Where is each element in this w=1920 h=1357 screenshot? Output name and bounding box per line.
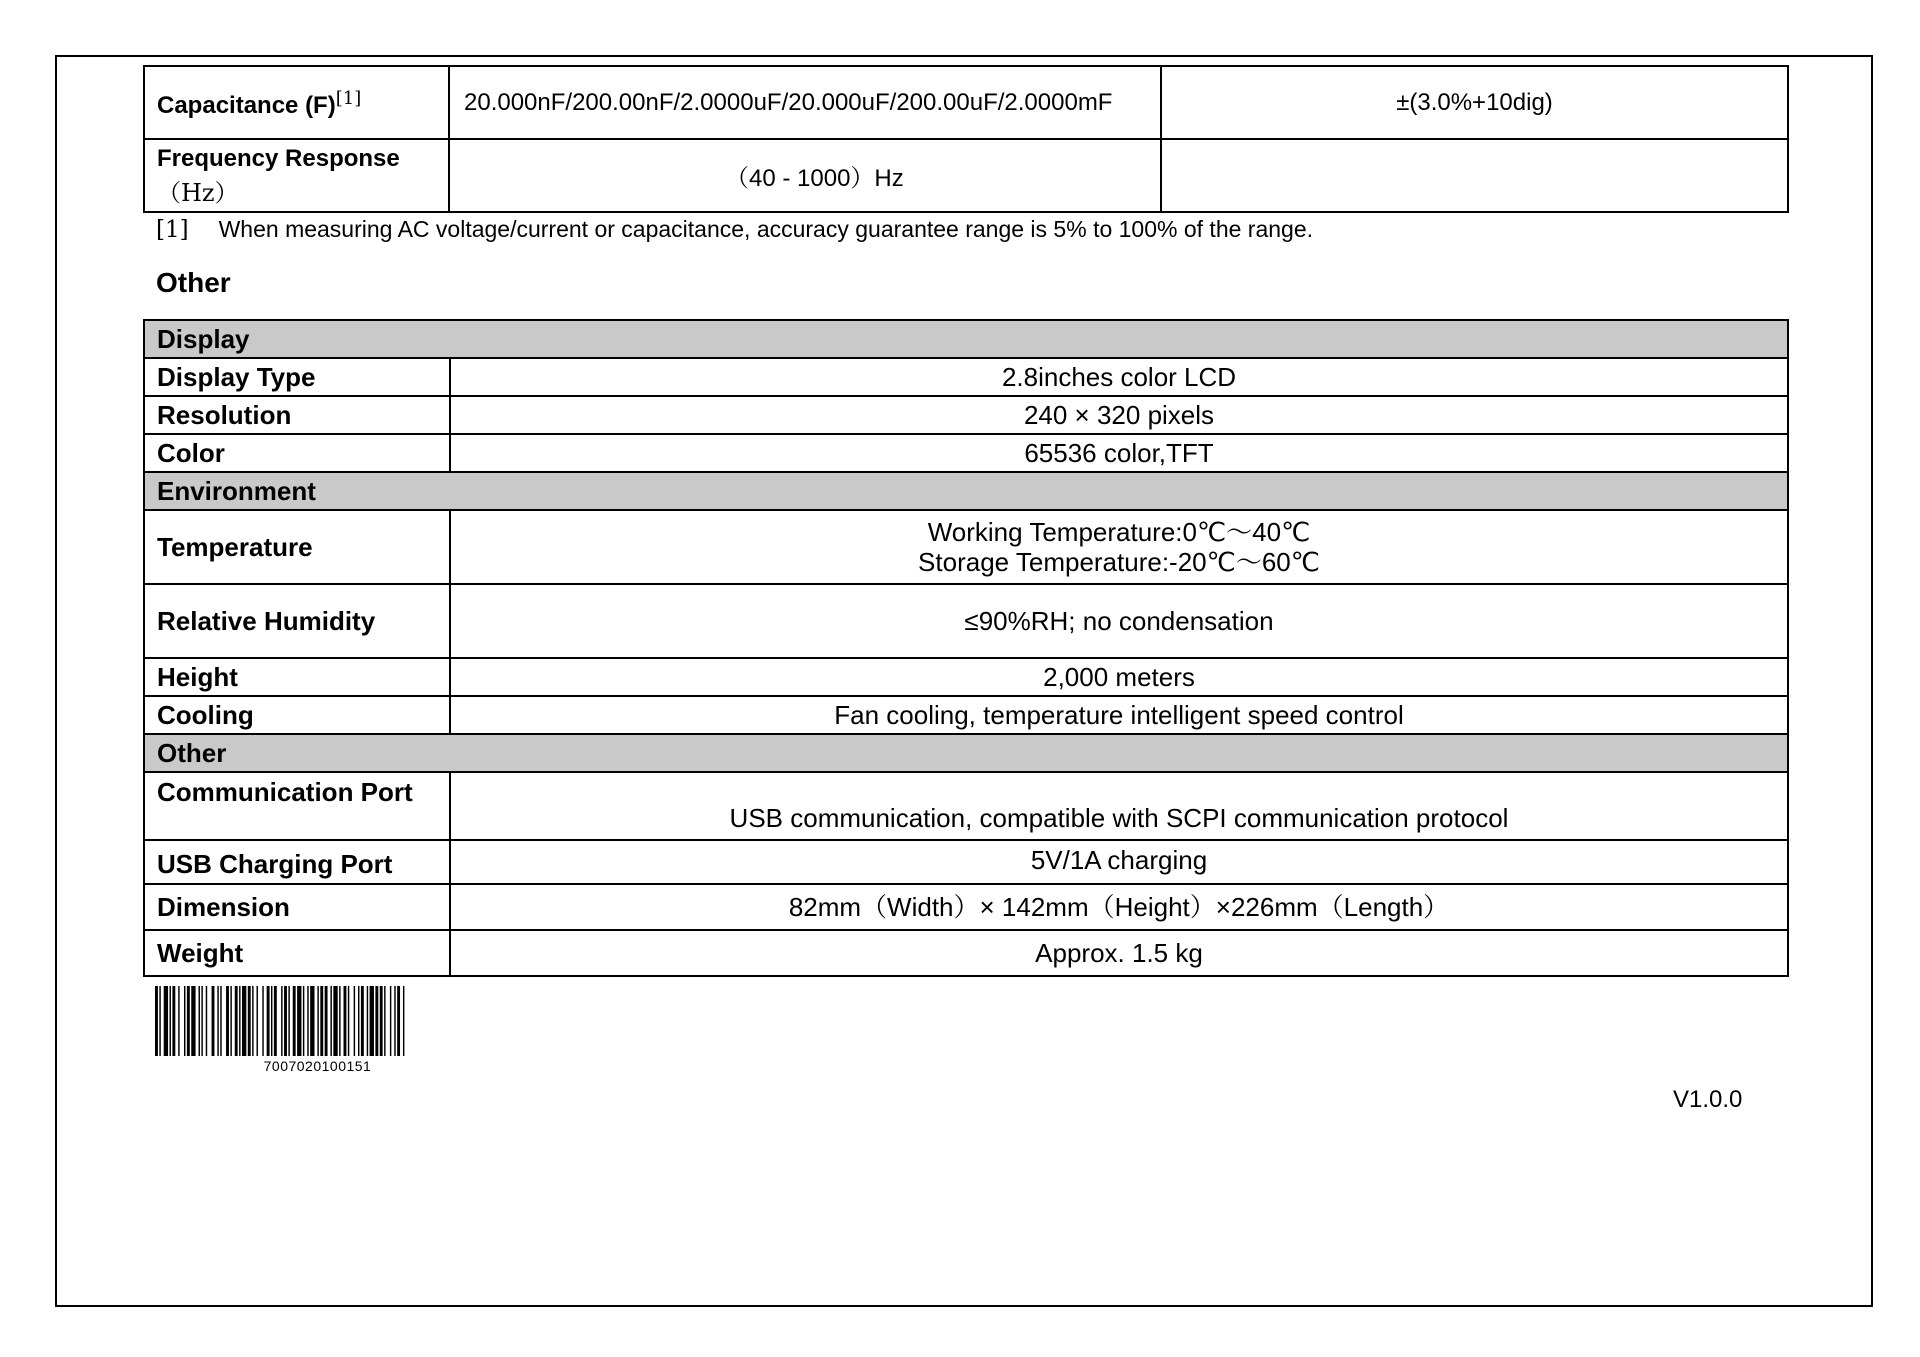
frequency-label-cell <box>144 139 449 212</box>
other-group-row <box>144 734 1788 772</box>
barcode-number: 7007020100151 <box>263 1058 372 1074</box>
usb-port-value: 5V/1A charging <box>450 840 1788 884</box>
capacitance-label-cell <box>144 66 449 139</box>
resolution-label: Resolution <box>144 396 450 434</box>
weight-row <box>144 930 1788 976</box>
weight-value: Approx. 1.5 kg <box>450 930 1788 976</box>
temperature-row <box>144 510 1788 584</box>
humidity-row <box>144 584 1788 658</box>
temperature-value-cell <box>450 510 1788 584</box>
frequency-label: Frequency Response <box>157 144 400 172</box>
cooling-row <box>144 696 1788 734</box>
environment-group-row <box>144 472 1788 510</box>
frequency-unit: （Hz） <box>157 178 239 207</box>
comm-port-value: USB communication, compatible with SCPI communication protocol <box>450 772 1788 840</box>
display-group-row <box>144 320 1788 358</box>
height-value: 2,000 meters <box>450 658 1788 696</box>
display-group-header: Display <box>144 320 1788 358</box>
cooling-value: Fan cooling, temperature intelligent speed control <box>450 696 1788 734</box>
display-type-value: 2.8inches color LCD <box>450 358 1788 396</box>
frequency-accuracy <box>1161 139 1788 212</box>
height-row <box>144 658 1788 696</box>
capacitance-row <box>144 66 1788 139</box>
barcode <box>155 986 480 1074</box>
weight-label: Weight <box>144 930 450 976</box>
display-type-label: Display Type <box>144 358 450 396</box>
barcode-icon <box>155 986 480 1056</box>
capacitance-accuracy: ±(3.0%+10dig) <box>1161 66 1788 139</box>
capacitance-footnote-ref: [1] <box>335 88 362 109</box>
comm-port-row <box>144 772 1788 840</box>
capacitance-label: Capacitance (F) <box>157 92 336 119</box>
footnote-text: When measuring AC voltage/current or capacitance, accuracy guarantee range is 5% to 100% of the range. <box>218 216 1314 242</box>
capacitance-frequency-table <box>143 65 1789 213</box>
humidity-value: ≤90%RH; no condensation <box>450 584 1788 658</box>
version-label: V1.0.0 <box>1673 1086 1743 1113</box>
usb-port-label: USB Charging Port <box>144 840 450 884</box>
working-temperature: Working Temperature:0℃～40℃ <box>927 517 1311 547</box>
capacitance-ranges: 20.000nF/200.00nF/2.0000uF/20.000uF/200.00uF/2.0000mF <box>449 66 1161 139</box>
dimension-row <box>144 884 1788 930</box>
storage-temperature: Storage Temperature:-20℃～60℃ <box>918 547 1320 577</box>
section-title: Other <box>156 267 231 298</box>
comm-port-label: Communication Port <box>144 772 450 840</box>
frequency-row <box>144 139 1788 212</box>
footnote <box>156 216 1313 243</box>
display-type-row <box>144 358 1788 396</box>
dimension-value: 82mm（Width）× 142mm（Height）×226mm（Length） <box>450 884 1788 930</box>
other-group-header: Other <box>144 734 1788 772</box>
humidity-label: Relative Humidity <box>144 584 450 658</box>
resolution-row <box>144 396 1788 434</box>
dimension-label: Dimension <box>144 884 450 930</box>
cooling-label: Cooling <box>144 696 450 734</box>
temperature-label: Temperature <box>144 510 450 584</box>
resolution-value: 240 × 320 pixels <box>450 396 1788 434</box>
color-value: 65536 color,TFT <box>450 434 1788 472</box>
color-label: Color <box>144 434 450 472</box>
color-row <box>144 434 1788 472</box>
other-spec-table <box>143 319 1789 977</box>
frequency-range: （40 - 1000）Hz <box>449 139 1161 212</box>
height-label: Height <box>144 658 450 696</box>
environment-group-header: Environment <box>144 472 1788 510</box>
usb-port-row <box>144 840 1788 884</box>
footnote-mark: [1] <box>156 217 189 243</box>
